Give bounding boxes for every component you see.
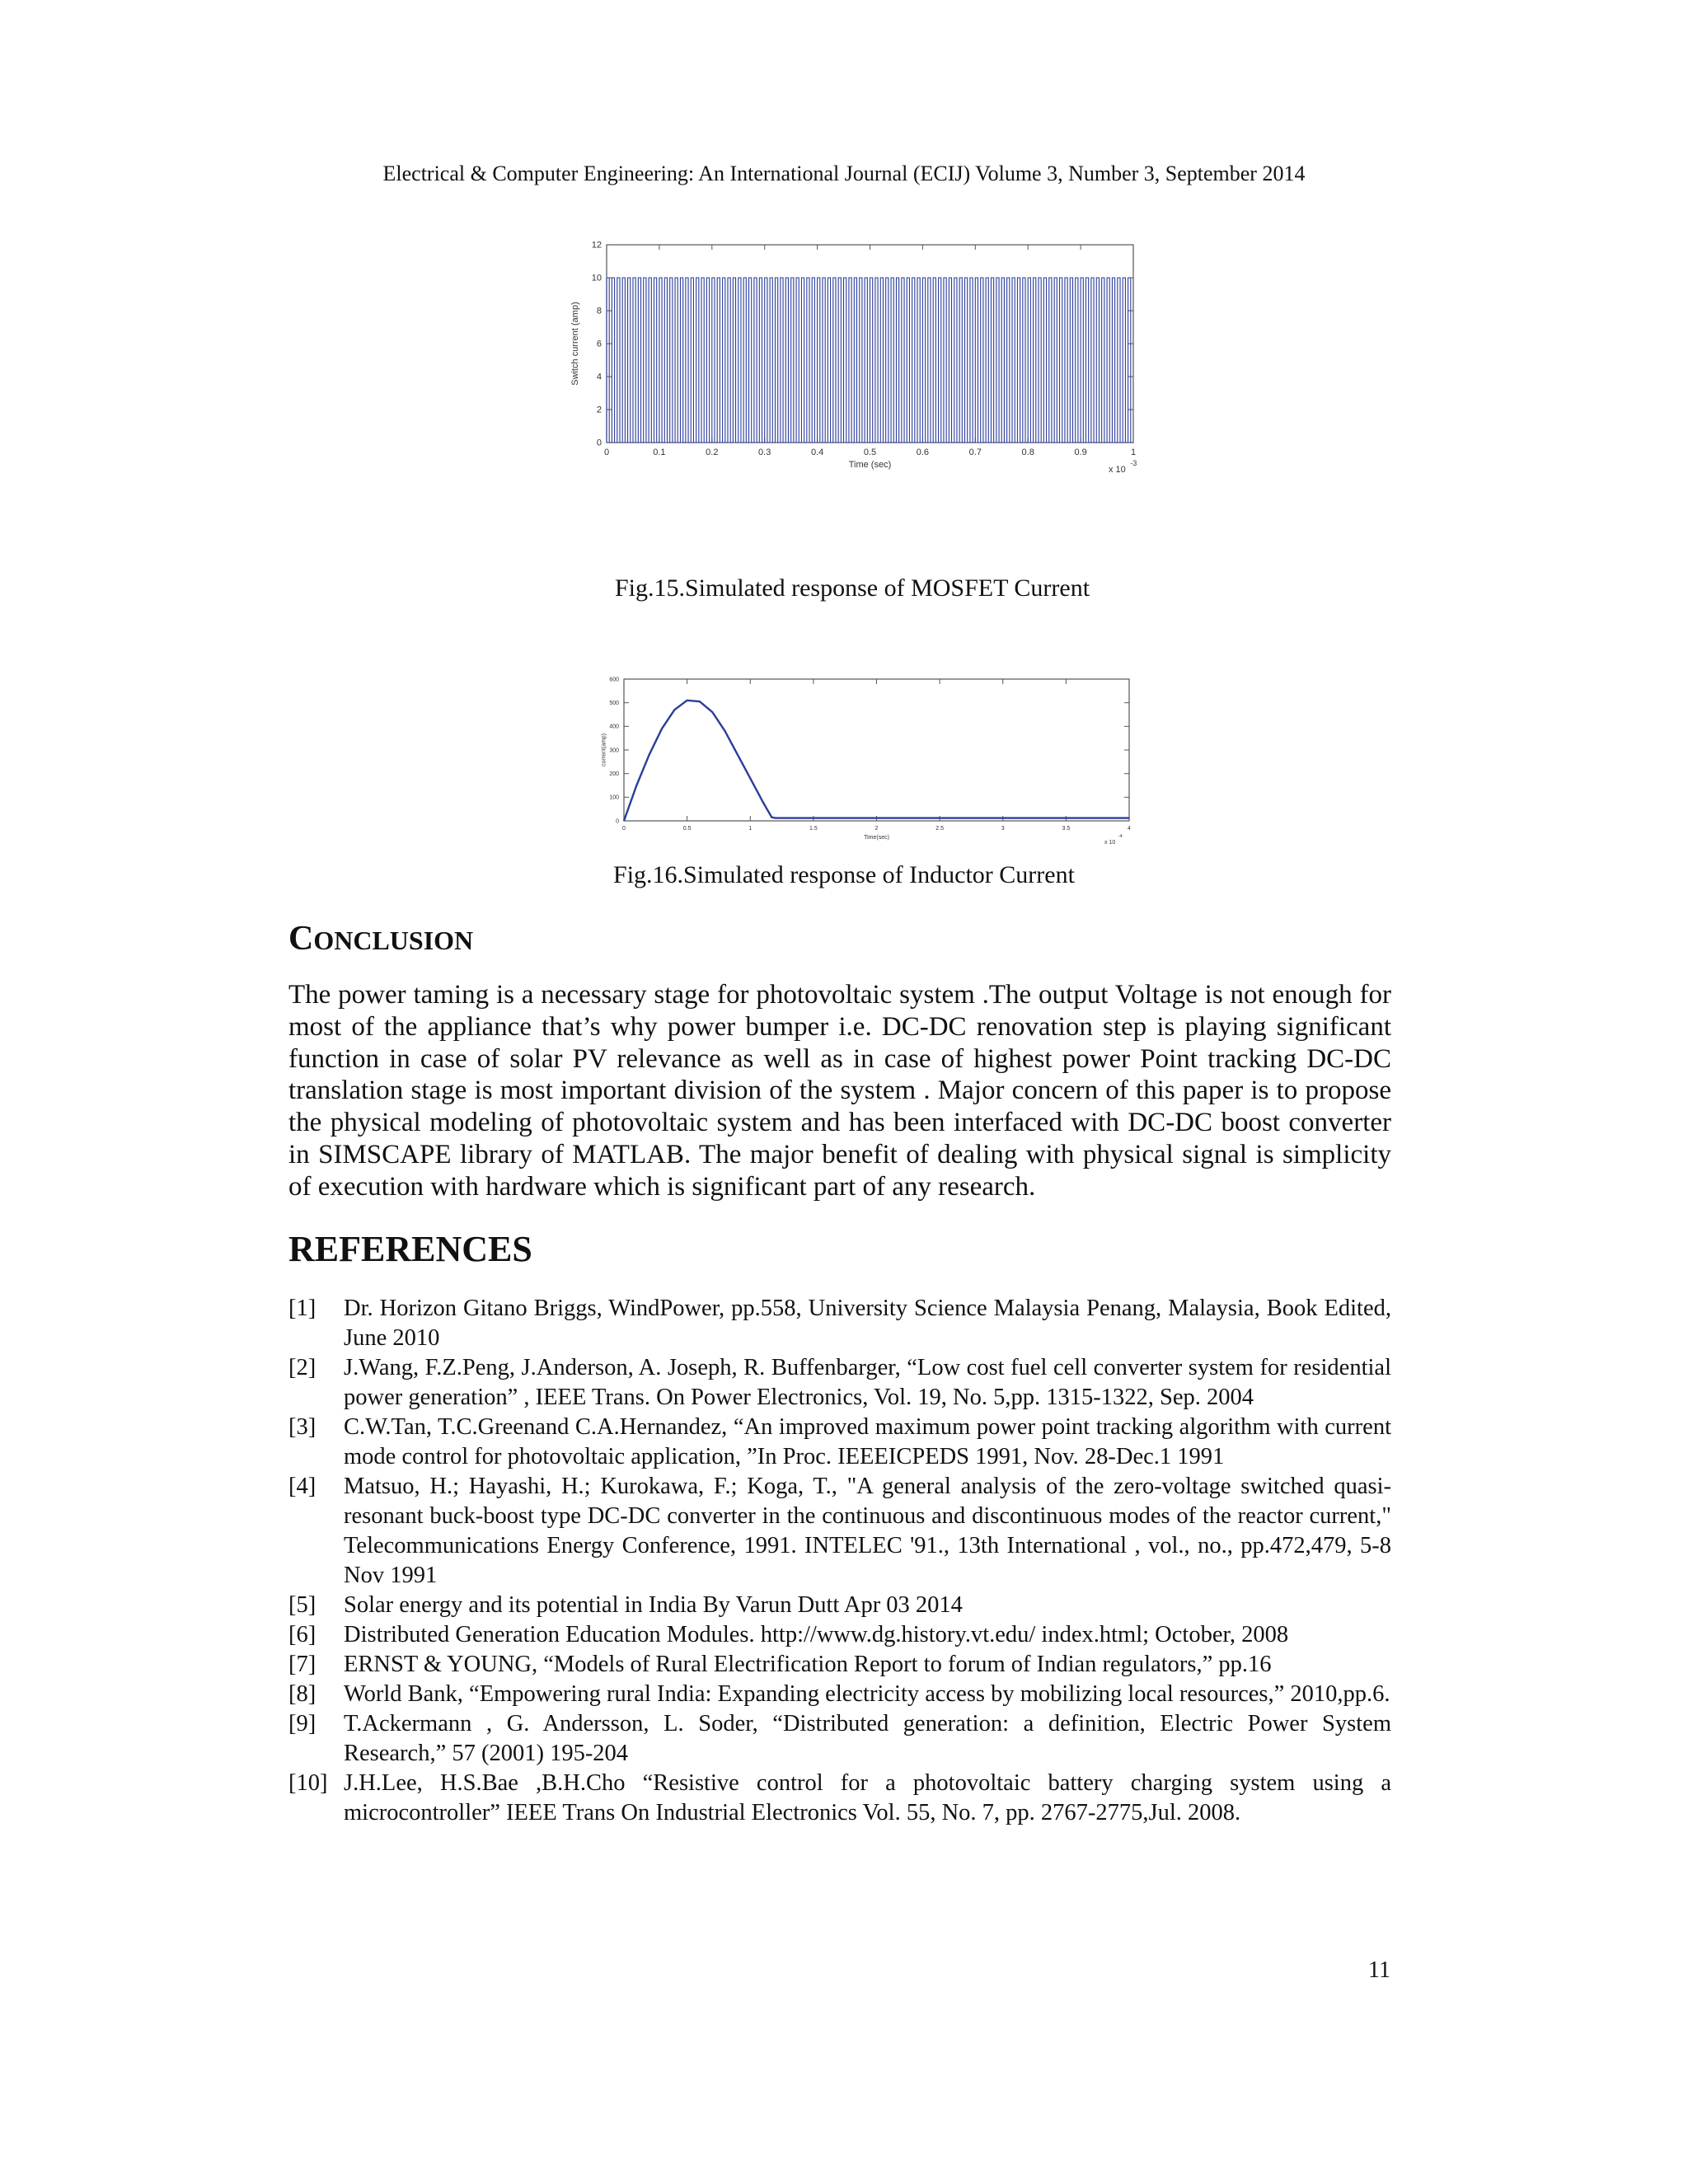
x-axis-multiplier: x 10 xyxy=(1109,465,1126,475)
reference-number: [1] xyxy=(288,1296,316,1321)
reference-item xyxy=(288,1680,1391,1709)
reference-item xyxy=(288,1769,1391,1828)
y-tick-label: 4 xyxy=(596,372,602,382)
reference-text: ERNST & YOUNG, “Models of Rural Electrification Report to forum of Indian regulators,” pp.16 xyxy=(344,1652,1272,1677)
x-tick-label: 4 xyxy=(1128,826,1131,832)
switch-current-series xyxy=(607,278,1133,443)
figure-16 xyxy=(573,659,1133,849)
y-axis-label: current(amp) xyxy=(601,733,607,767)
reference-item xyxy=(288,1620,1391,1650)
x-axis-label: Time(sec) xyxy=(864,835,889,841)
reference-item xyxy=(288,1472,1391,1591)
y-tick-label: 10 xyxy=(591,273,602,284)
reference-number: [3] xyxy=(288,1414,316,1440)
reference-text: T.Ackermann , G. Andersson, L. Soder, “Distributed generation: a definition, Electric Power System Research,” 57 (2001) 195-204 xyxy=(344,1711,1391,1766)
reference-item xyxy=(288,1591,1391,1620)
plot-frame xyxy=(624,679,1129,821)
x-axis-exponent: -3 xyxy=(1130,459,1137,467)
reference-text: Distributed Generation Education Modules. http://www.dg.history.vt.edu/ index.html; October, 2008 xyxy=(344,1622,1289,1647)
x-axis-exponent: -4 xyxy=(1118,834,1123,839)
y-tick-label: 0 xyxy=(616,818,619,825)
reference-number: [8] xyxy=(288,1681,316,1707)
y-tick-label: 2 xyxy=(596,405,602,415)
y-tick-label: 100 xyxy=(609,794,619,801)
y-tick-label: 12 xyxy=(591,240,602,251)
reference-text: Dr. Horizon Gitano Briggs, WindPower, pp.558, University Science Malaysia Penang, Malaysia, Book Edited, June 2010 xyxy=(344,1296,1391,1351)
figure-16-chart xyxy=(573,659,1133,849)
reference-text: J.Wang, F.Z.Peng, J.Anderson, A. Joseph, R. Buffenbarger, “Low cost fuel cell converter system for residential power generation” , IEEE Trans. On Power Electronics, Vol. 19, No. 5,pp. 1315-1322, Sep. 2004 xyxy=(344,1355,1391,1410)
y-tick-label: 200 xyxy=(609,771,619,777)
y-tick-label: 300 xyxy=(609,748,619,754)
x-tick-label: 0.2 xyxy=(706,448,719,457)
x-tick-label: 0.5 xyxy=(682,826,692,832)
y-axis-label: Switch current (amp) xyxy=(570,302,580,386)
x-tick-label: 1 xyxy=(748,826,753,832)
x-tick-label: 0.7 xyxy=(968,448,982,457)
y-tick-label: 6 xyxy=(596,339,602,349)
figure-16-caption: Fig.16.Simulated response of Inductor Current xyxy=(613,861,1075,888)
y-tick-label: 8 xyxy=(596,306,602,316)
reference-number: [6] xyxy=(288,1622,316,1647)
x-tick-label: 0.9 xyxy=(1074,448,1087,457)
x-tick-label: 2.5 xyxy=(935,826,944,832)
x-tick-label: 1 xyxy=(1130,448,1137,457)
references-heading: REFERENCES xyxy=(288,1229,532,1269)
conclusion-heading xyxy=(288,919,473,958)
reference-text: Matsuo, H.; Hayashi, H.; Kurokawa, F.; Koga, T., "A general analysis of the zero-voltage switched quasi-resonant buck-boost type DC-DC converter in the continuous and discontinuous modes of the reactor current," Telecommunications Energy Conference, 1991. INTELEC '91., 13th International , vol., no., pp.472,479, 5-8 Nov 1991 xyxy=(344,1474,1391,1588)
x-tick-label: 0.1 xyxy=(653,448,666,457)
x-tick-label: 0.4 xyxy=(810,448,824,457)
conclusion-heading-initial: C xyxy=(288,920,314,958)
reference-item xyxy=(288,1709,1391,1769)
reference-item xyxy=(288,1650,1391,1680)
x-axis-multiplier: x 10 xyxy=(1104,840,1116,846)
x-tick-label: 0.6 xyxy=(916,448,930,457)
y-tick-label: 0 xyxy=(596,438,602,448)
x-tick-label: 0 xyxy=(603,448,610,457)
y-tick-label: 500 xyxy=(609,701,619,706)
x-tick-label: 3.5 xyxy=(1062,826,1071,832)
x-tick-label: 0.3 xyxy=(758,448,771,457)
reference-number: [10] xyxy=(288,1770,328,1796)
conclusion-heading-rest: ONCLUSION xyxy=(313,926,474,955)
reference-number: [4] xyxy=(288,1474,316,1499)
reference-text: Solar energy and its potential in India By Varun Dutt Apr 03 2014 xyxy=(344,1592,963,1618)
figure-15-caption: Fig.15.Simulated response of MOSFET Current xyxy=(614,574,1090,602)
figure-15-chart xyxy=(560,235,1137,507)
y-tick-label: 600 xyxy=(609,677,619,683)
x-tick-label: 0.5 xyxy=(863,448,877,457)
x-axis-label: Time (sec) xyxy=(848,460,892,470)
reference-number: [5] xyxy=(288,1592,316,1618)
reference-number: [2] xyxy=(288,1355,316,1380)
figure-15 xyxy=(560,235,1137,507)
reference-number: [9] xyxy=(288,1711,316,1736)
reference-text: J.H.Lee, H.S.Bae ,B.H.Cho “Resistive control for a photovoltaic battery charging system using a microcontroller” IEEE Trans On Industrial Electronics Vol. 55, No. 7, pp. 2767-2775,Jul. 2008. xyxy=(344,1770,1391,1825)
x-tick-label: 0 xyxy=(622,826,626,832)
x-tick-label: 1.5 xyxy=(809,826,818,832)
page-number: 11 xyxy=(1368,1957,1390,1983)
reference-item xyxy=(288,1413,1391,1472)
reference-text: World Bank, “Empowering rural India: Expanding electricity access by mobilizing local resources,” 2010,pp.6. xyxy=(344,1681,1390,1707)
conclusion-paragraph: The power taming is a necessary stage for photovoltaic system .The output Voltage is not enough for most of the appliance that’s why power bumper i.e. DC-DC renovation step is playing significant function in case of solar PV relevance as well as in case of highest power Point tracking DC-DC translation stage is most important division of the system . Major concern of this paper is to propose the physical modeling of photovoltaic system and has been interfaced with DC-DC boost converter in SIMSCAPE library of MATLAB. The major benefit of dealing with physical signal is simplicity of execution with hardware which is significant part of any research. xyxy=(288,980,1391,1202)
reference-text: C.W.Tan, T.C.Greenand C.A.Hernandez, “An improved maximum power point tracking algorithm with current mode control for photovoltaic application, ”In Proc. IEEEICPEDS 1991, Nov. 28-Dec.1 1991 xyxy=(344,1414,1391,1469)
reference-item xyxy=(288,1353,1391,1413)
x-tick-label: 3 xyxy=(1001,826,1005,832)
reference-list xyxy=(288,1294,1391,1828)
y-tick-label: 400 xyxy=(609,724,619,730)
reference-number: [7] xyxy=(288,1652,316,1677)
x-tick-label: 0.8 xyxy=(1021,448,1034,457)
reference-item xyxy=(288,1294,1391,1353)
journal-header: Electrical & Computer Engineering: An International Journal (ECIJ) Volume 3, Number 3, September 2014 xyxy=(382,162,1306,185)
x-tick-label: 2 xyxy=(874,826,879,832)
